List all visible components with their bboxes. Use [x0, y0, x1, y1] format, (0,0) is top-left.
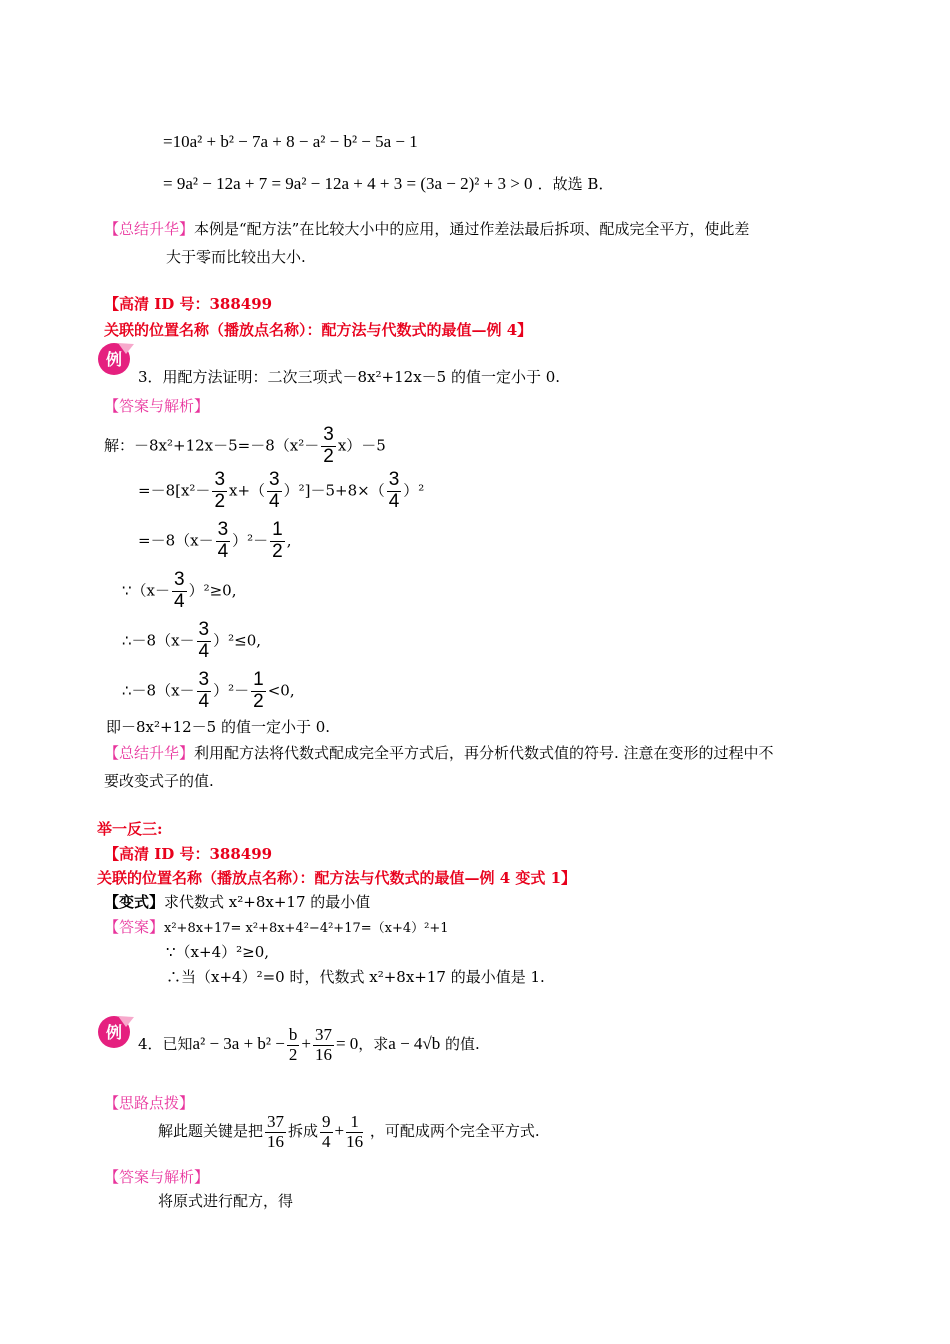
fraction-3-4: $\frac{3}{4}$: [217, 519, 229, 562]
ex3-sol-2-d: ）²: [403, 481, 425, 500]
ex3-sol-2-a: =－8[x²－: [138, 481, 211, 500]
ex3-sol-5: [122, 620, 261, 663]
ex4-hint-c: ，可配成两个完全平方式.: [369, 1122, 540, 1141]
fraction-3-4: $\frac{3}{4}$: [269, 469, 280, 512]
ex3-sol-6: [122, 670, 295, 713]
fraction-3-2: $\frac{3}{2}$: [323, 424, 334, 467]
variant-answer-label: 【答案】: [104, 918, 165, 936]
variant-id-label: 【高清 ID 号：388499: [104, 845, 273, 863]
fraction-1-2: $\frac{1}{2}$: [272, 519, 283, 562]
ex4-hint-label: 【思路点拨】: [104, 1094, 195, 1112]
fraction-1-2: $\frac{1}{2}$: [253, 669, 264, 712]
ex3-sol-1: [104, 425, 386, 468]
ex3-link-label[interactable]: 关联的位置名称（播放点名称）：配方法与代数式的最值—例 4】: [104, 321, 533, 339]
fraction-3-4: $\frac{3}{4}$: [198, 619, 210, 662]
fraction-9-4: $\frac{9}{4}$: [322, 1112, 331, 1151]
ex4-hint-a: 解此题关键是把: [158, 1122, 264, 1141]
example-badge-icon: [96, 1013, 136, 1049]
ex3-sol-2: [138, 470, 424, 513]
ex3-sol-5-a: ∴－8（x－: [122, 631, 195, 650]
ex4-hint-b: 拆成: [288, 1122, 319, 1141]
fraction-37-16: $\frac{37}{16}$: [314, 1025, 332, 1064]
ex3-sol-4-b: ）²≥0,: [188, 581, 237, 600]
ex3-badge-text: 例: [105, 350, 123, 369]
ex3-sol-4: [122, 570, 237, 613]
ex4-q-math-2: a − 4√b: [388, 1034, 441, 1054]
ex3-sol-3-c: ,: [286, 531, 292, 550]
ex3-sol-2-c: ）²]－5+8×（: [283, 481, 385, 500]
ex4-q-mid: ，求: [358, 1035, 389, 1054]
ex3-id-label: 【高清 ID 号：388499: [104, 295, 273, 313]
summary-1-text-2: 大于零而比较出大小.: [166, 248, 306, 266]
summary-2: [104, 742, 774, 763]
ex3-sol-6-a: ∴－8（x－: [122, 681, 195, 700]
ex3-sol-1-a: 解：－8x²+12x－5=－8（x²－: [104, 436, 320, 455]
derivation-line-2-tail: ．故选 B．: [537, 175, 614, 193]
variant-line-2: ∵（x+4）²≥0,: [166, 943, 270, 961]
variant-label: 【变式】: [104, 893, 165, 911]
summary-1-label: 【总结升华】: [104, 220, 195, 238]
ex4-q-math-1: a² − 3a + b² −: [192, 1034, 285, 1054]
ex3-sol-3-a: =－8（x－: [138, 531, 214, 550]
ex4-answer-label: 【答案与解析】: [104, 1168, 210, 1186]
variant-answer: [104, 916, 449, 937]
ex3-sol-3: [138, 520, 292, 563]
summary-2-text-1: 利用配方法将代数式配成完全平方式后，再分析代数式值的符号. 注意在变形的过程中不: [194, 744, 774, 762]
ex3-sol-5-b: ）²≤0,: [213, 631, 262, 650]
ex3-sol-6-b: ）²－: [213, 681, 250, 700]
ex3-sol-1-b: x）－5: [337, 436, 386, 455]
variant-heading: 举一反三:: [97, 820, 163, 838]
ex4-question: 4．已知a² − 3a + b² − $\frac{b}{2}$ + $\frac{37}{16}$ = 0，求a − 4√b 的值.: [138, 1025, 480, 1064]
ex4-answer-text: 将原式进行配方，得: [158, 1192, 294, 1210]
fraction-1-16: $\frac{1}{16}$: [346, 1112, 364, 1151]
variant-link-label[interactable]: 关联的位置名称（播放点名称）：配方法与代数式的最值—例 4 变式 1】: [97, 869, 577, 887]
ex4-q-prefix: 4．已知: [138, 1035, 193, 1054]
summary-1: [104, 218, 749, 239]
fraction-3-4: $\frac{3}{4}$: [198, 669, 210, 712]
derivation-line-2-math: = 9a² − 12a + 7 = 9a² − 12a + 4 + 3 = (3a − 2)² + 3 > 0: [163, 174, 533, 193]
ex4-q-suffix: 的值.: [445, 1035, 480, 1054]
ex3-answer-label: 【答案与解析】: [104, 397, 210, 415]
fraction-b-2: $\frac{b}{2}$: [288, 1025, 298, 1064]
derivation-line-1: =10a² + b² − 7a + 8 − a² − b² − 5a − 1: [163, 132, 418, 151]
variant-text: 求代数式 x²+8x+17 的最小值: [164, 893, 371, 911]
derivation-line-2: [163, 173, 613, 194]
variant-answer-text: x²+8x+17= x²+8x+4²−4²+17=（x+4）²+1: [164, 921, 449, 936]
ex4-badge-text: 例: [105, 1023, 123, 1042]
ex4-q-eq: = 0: [335, 1034, 359, 1054]
fraction-3-4: $\frac{3}{4}$: [174, 569, 185, 612]
ex3-sol-4-a: ∵（x－: [122, 581, 171, 600]
fraction-37-16: $\frac{37}{16}$: [267, 1112, 285, 1151]
summary-2-text-2: 要改变式子的值.: [104, 772, 214, 790]
variant-question: [104, 891, 370, 912]
ex3-sol-3-b: ）²－: [232, 531, 269, 550]
ex4-hint: 解此题关键是把 $\frac{37}{16}$ 拆成 $\frac{9}{4}$ + $\frac{1}{16}$ ，可配成两个完全平方式.: [158, 1112, 540, 1151]
ex3-sol-6-c: <0,: [267, 681, 295, 700]
ex3-question: 3．用配方法证明：二次三项式－8x²+12x－5 的值一定小于 0.: [138, 368, 561, 386]
example-badge-icon: [96, 340, 136, 376]
ex3-sol-2-b: x+（: [229, 481, 266, 500]
summary-1-text-1: 本例是“配方法”在比较大小中的应用，通过作差法最后拆项、配成完全平方，使此差: [194, 220, 750, 238]
ex3-conclusion: 即－8x²+12－5 的值一定小于 0.: [106, 718, 331, 736]
fraction-3-2: $\frac{3}{2}$: [214, 469, 226, 512]
fraction-3-4: $\frac{3}{4}$: [388, 469, 400, 512]
summary-2-label: 【总结升华】: [104, 744, 195, 762]
variant-line-3: ∴当（x+4）²=0 时，代数式 x²+8x+17 的最小值是 1.: [166, 968, 545, 986]
